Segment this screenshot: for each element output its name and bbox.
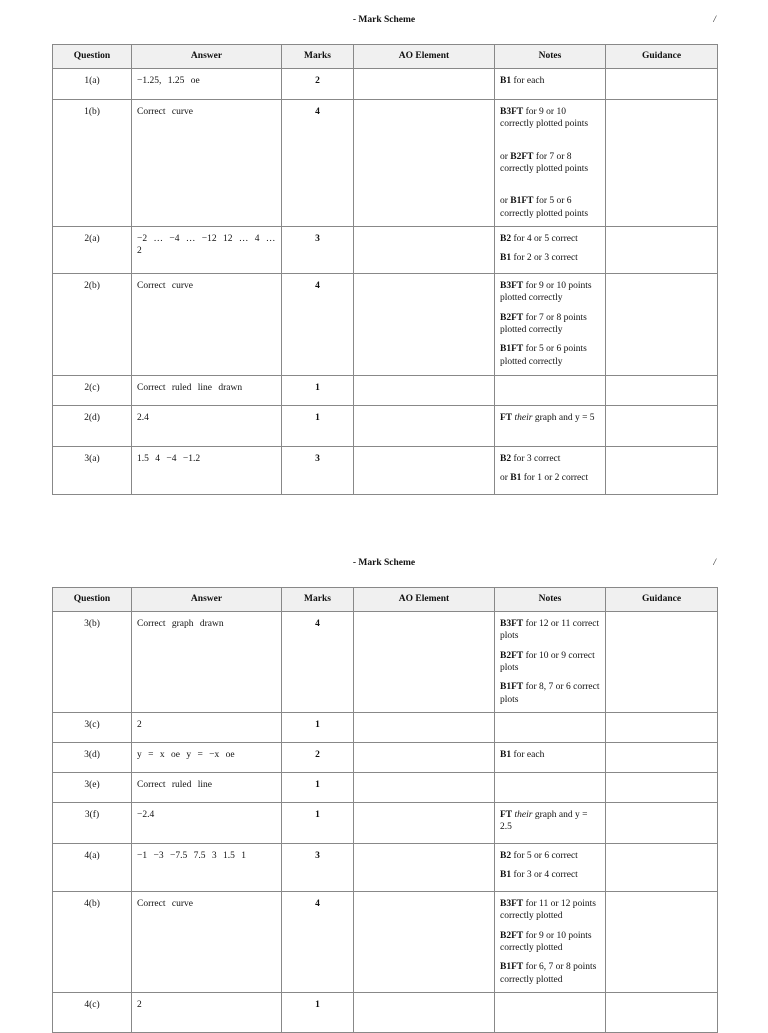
table-row	[53, 743, 718, 773]
note-text: for 4 or 5 correct	[511, 234, 578, 245]
answer-cell: −1 −3 −7.5 7.5 3 1.5 1	[132, 844, 282, 892]
ao-element-cell	[354, 69, 495, 100]
notes-cell	[495, 803, 606, 844]
guidance-cell	[606, 100, 718, 227]
notes-cell	[495, 713, 606, 743]
answer-cell: 2	[132, 993, 282, 1033]
marks-cell: 1	[282, 406, 354, 447]
question-cell: 3(a)	[53, 447, 132, 495]
note-line	[500, 151, 600, 176]
note-text: for 10 or 9 correct plots	[500, 650, 595, 674]
question-cell: 3(b)	[53, 612, 132, 713]
notes-cell	[495, 773, 606, 803]
guidance-cell	[606, 844, 718, 892]
notes-cell	[495, 447, 606, 495]
note-text: for each	[511, 750, 545, 761]
answer-cell: −2 … −4 … −12 12 … 4 … 2	[132, 227, 282, 274]
ao-element-cell	[354, 713, 495, 743]
answer-cell: Correct graph drawn	[132, 612, 282, 713]
question-cell: 2(a)	[53, 227, 132, 274]
answer-cell: y = x oe y = −x oe	[132, 743, 282, 773]
note-mark-code: B1	[500, 750, 512, 761]
note-text: for 8, 7 or 6 correct plots	[500, 682, 600, 705]
page-title: - Mark Scheme	[352, 558, 416, 568]
note-line	[500, 618, 600, 643]
note-mark-code: B3FT	[500, 281, 524, 292]
col-ao-element: AO Element	[354, 588, 495, 612]
marks-cell: 2	[282, 69, 354, 100]
note-line	[500, 961, 600, 986]
question-cell: 4(b)	[53, 892, 132, 993]
table-row	[53, 69, 718, 100]
question-cell: 3(d)	[53, 743, 132, 773]
question-cell: 3(e)	[53, 773, 132, 803]
ao-element-cell	[354, 612, 495, 713]
question-cell: 1(a)	[53, 69, 132, 100]
note-text: for 1 or 2 correct	[521, 473, 589, 484]
table-row	[53, 227, 718, 274]
marks-cell: 4	[282, 100, 354, 227]
note-line	[500, 233, 600, 245]
note-text: for 3 correct	[511, 454, 561, 465]
note-text: graph and y = 2.5	[500, 810, 588, 833]
note-line	[500, 280, 600, 305]
note-mark-code: B2	[500, 851, 512, 862]
note-mark-code: B1	[500, 76, 512, 86]
note-mark-code: B1	[500, 253, 512, 264]
page-1	[0, 14, 768, 28]
note-line	[500, 850, 600, 862]
col-guidance: Guidance	[606, 45, 718, 69]
note-prefix: or	[500, 196, 511, 207]
note-prefix: or	[500, 473, 511, 484]
marks-cell: 2	[282, 743, 354, 773]
note-prefix: or	[500, 151, 511, 162]
table-row	[53, 376, 718, 406]
note-text: for 3 or 4 correct	[511, 870, 578, 881]
answer-cell: Correct curve	[132, 274, 282, 376]
note-text: for 9 or 10 points correctly plotted	[500, 930, 592, 954]
answer-cell: Correct ruled line drawn	[132, 376, 282, 406]
note-mark-code: FT	[500, 810, 513, 821]
notes-cell	[495, 227, 606, 274]
table-row	[53, 844, 718, 892]
note-text: for 7 or 8 correctly plotted points	[500, 151, 589, 175]
notes-cell	[495, 993, 606, 1033]
note-text: for 5 or 6 correct	[511, 851, 578, 862]
notes-cell	[495, 100, 606, 227]
marks-cell: 1	[282, 803, 354, 844]
note-line	[500, 252, 600, 264]
answer-cell: 2	[132, 713, 282, 743]
table-row	[53, 713, 718, 743]
col-answer: Answer	[132, 45, 282, 69]
marks-cell: 1	[282, 773, 354, 803]
note-mark-code: B1FT	[500, 344, 524, 355]
notes-cell	[495, 612, 606, 713]
note-mark-code: B3FT	[500, 619, 524, 629]
note-line	[500, 930, 600, 955]
note-line	[500, 195, 600, 220]
page-header	[0, 14, 768, 28]
page-2	[0, 557, 768, 571]
table-row	[53, 773, 718, 803]
note-text: for 5 or 6 correctly plotted points	[500, 196, 589, 219]
ao-element-cell	[354, 773, 495, 803]
col-marks: Marks	[282, 588, 354, 612]
ao-element-cell	[354, 376, 495, 406]
notes-cell	[495, 892, 606, 993]
table-row	[53, 447, 718, 495]
table-row	[53, 612, 718, 713]
note-line	[500, 681, 600, 706]
answer-cell: −2.4	[132, 803, 282, 844]
note-mark-code: B2FT	[510, 151, 534, 162]
page-header	[0, 557, 768, 571]
note-text: graph and y = 5	[532, 413, 595, 424]
marks-cell: 1	[282, 376, 354, 406]
note-line	[500, 869, 600, 881]
note-mark-code: B1	[510, 473, 522, 484]
table-row	[53, 993, 718, 1033]
note-mark-code: B2	[500, 454, 512, 465]
question-cell: 2(d)	[53, 406, 132, 447]
notes-cell	[495, 376, 606, 406]
question-cell: 2(b)	[53, 274, 132, 376]
notes-cell	[495, 274, 606, 376]
note-mark-code: B3FT	[500, 899, 524, 910]
answer-cell: Correct curve	[132, 100, 282, 227]
page-number-slash: /	[713, 15, 716, 25]
notes-cell	[495, 844, 606, 892]
notes-cell	[495, 69, 606, 100]
answer-cell: Correct curve	[132, 892, 282, 993]
note-mark-code: B1FT	[500, 682, 524, 693]
ao-element-cell	[354, 844, 495, 892]
guidance-cell	[606, 447, 718, 495]
question-cell: 2(c)	[53, 376, 132, 406]
marks-cell: 4	[282, 892, 354, 993]
guidance-cell	[606, 993, 718, 1033]
table-row	[53, 100, 718, 227]
ao-element-cell	[354, 447, 495, 495]
ao-element-cell	[354, 993, 495, 1033]
col-question: Question	[53, 588, 132, 612]
ao-element-cell	[354, 803, 495, 844]
notes-cell	[495, 406, 606, 447]
note-line	[500, 312, 600, 337]
page-title: - Mark Scheme	[352, 15, 416, 25]
answer-cell: −1.25, 1.25 oe	[132, 69, 282, 100]
note-mark-code: B1FT	[510, 196, 534, 207]
marks-cell: 4	[282, 274, 354, 376]
note-line	[500, 343, 600, 368]
marks-cell: 3	[282, 227, 354, 274]
note-mark-code: B2	[500, 234, 512, 245]
question-cell: 1(b)	[53, 100, 132, 227]
note-italic: their	[512, 810, 533, 821]
notes-cell	[495, 743, 606, 773]
note-mark-code: B1	[500, 870, 512, 881]
guidance-cell	[606, 803, 718, 844]
mark-scheme-table-1	[52, 44, 718, 495]
ao-element-cell	[354, 892, 495, 993]
question-cell: 3(f)	[53, 803, 132, 844]
table-header-row	[53, 45, 718, 69]
answer-cell: 2.4	[132, 406, 282, 447]
note-line	[500, 650, 600, 675]
guidance-cell	[606, 713, 718, 743]
ao-element-cell	[354, 274, 495, 376]
note-line	[500, 898, 600, 923]
page-number-slash: /	[713, 558, 716, 568]
ao-element-cell	[354, 406, 495, 447]
note-text: for 2 or 3 correct	[511, 253, 578, 264]
marks-cell: 3	[282, 447, 354, 495]
guidance-cell	[606, 227, 718, 274]
ao-element-cell	[354, 227, 495, 274]
question-cell: 4(a)	[53, 844, 132, 892]
table-row	[53, 803, 718, 844]
answer-cell: Correct ruled line	[132, 773, 282, 803]
table-row	[53, 892, 718, 993]
note-text: for 7 or 8 points plotted correctly	[500, 312, 587, 336]
guidance-cell	[606, 743, 718, 773]
marks-cell: 3	[282, 844, 354, 892]
answer-cell: 1.5 4 −4 −1.2	[132, 447, 282, 495]
guidance-cell	[606, 773, 718, 803]
note-mark-code: B2FT	[500, 650, 524, 661]
table-row	[53, 274, 718, 376]
guidance-cell	[606, 892, 718, 993]
note-mark-code: B3FT	[500, 107, 524, 117]
note-line	[500, 453, 600, 465]
col-question: Question	[53, 45, 132, 69]
col-ao-element: AO Element	[354, 45, 495, 69]
note-text: for 6, 7 or 8 points correctly plotted	[500, 962, 597, 985]
note-line	[500, 75, 600, 87]
note-mark-code: B1FT	[500, 962, 524, 973]
col-marks: Marks	[282, 45, 354, 69]
note-text: for 12 or 11 correct plots	[500, 619, 600, 642]
col-notes: Notes	[495, 45, 606, 69]
note-line	[500, 472, 600, 484]
note-italic: their	[512, 413, 533, 424]
note-line	[500, 412, 600, 424]
note-text: for 11 or 12 points correctly plotted	[500, 899, 596, 922]
guidance-cell	[606, 612, 718, 713]
note-mark-code: B2FT	[500, 930, 524, 941]
note-line	[500, 809, 600, 834]
ao-element-cell	[354, 100, 495, 227]
note-text: for 9 or 10 correctly plotted points	[500, 107, 589, 130]
col-guidance: Guidance	[606, 588, 718, 612]
mark-scheme-table-2	[52, 587, 718, 1033]
table-header-row	[53, 588, 718, 612]
question-cell: 4(c)	[53, 993, 132, 1033]
note-mark-code: B2FT	[500, 312, 524, 323]
guidance-cell	[606, 406, 718, 447]
col-notes: Notes	[495, 588, 606, 612]
table-row	[53, 406, 718, 447]
note-text: for 5 or 6 points plotted correctly	[500, 344, 587, 367]
guidance-cell	[606, 376, 718, 406]
col-answer: Answer	[132, 588, 282, 612]
note-mark-code: FT	[500, 413, 513, 424]
question-cell: 3(c)	[53, 713, 132, 743]
ao-element-cell	[354, 743, 495, 773]
guidance-cell	[606, 274, 718, 376]
marks-cell: 1	[282, 993, 354, 1033]
note-line	[500, 749, 600, 761]
note-line	[500, 106, 600, 131]
guidance-cell	[606, 69, 718, 100]
marks-cell: 1	[282, 713, 354, 743]
marks-cell: 4	[282, 612, 354, 713]
note-text: for 9 or 10 points plotted correctly	[500, 281, 592, 304]
note-text: for each	[511, 76, 545, 86]
